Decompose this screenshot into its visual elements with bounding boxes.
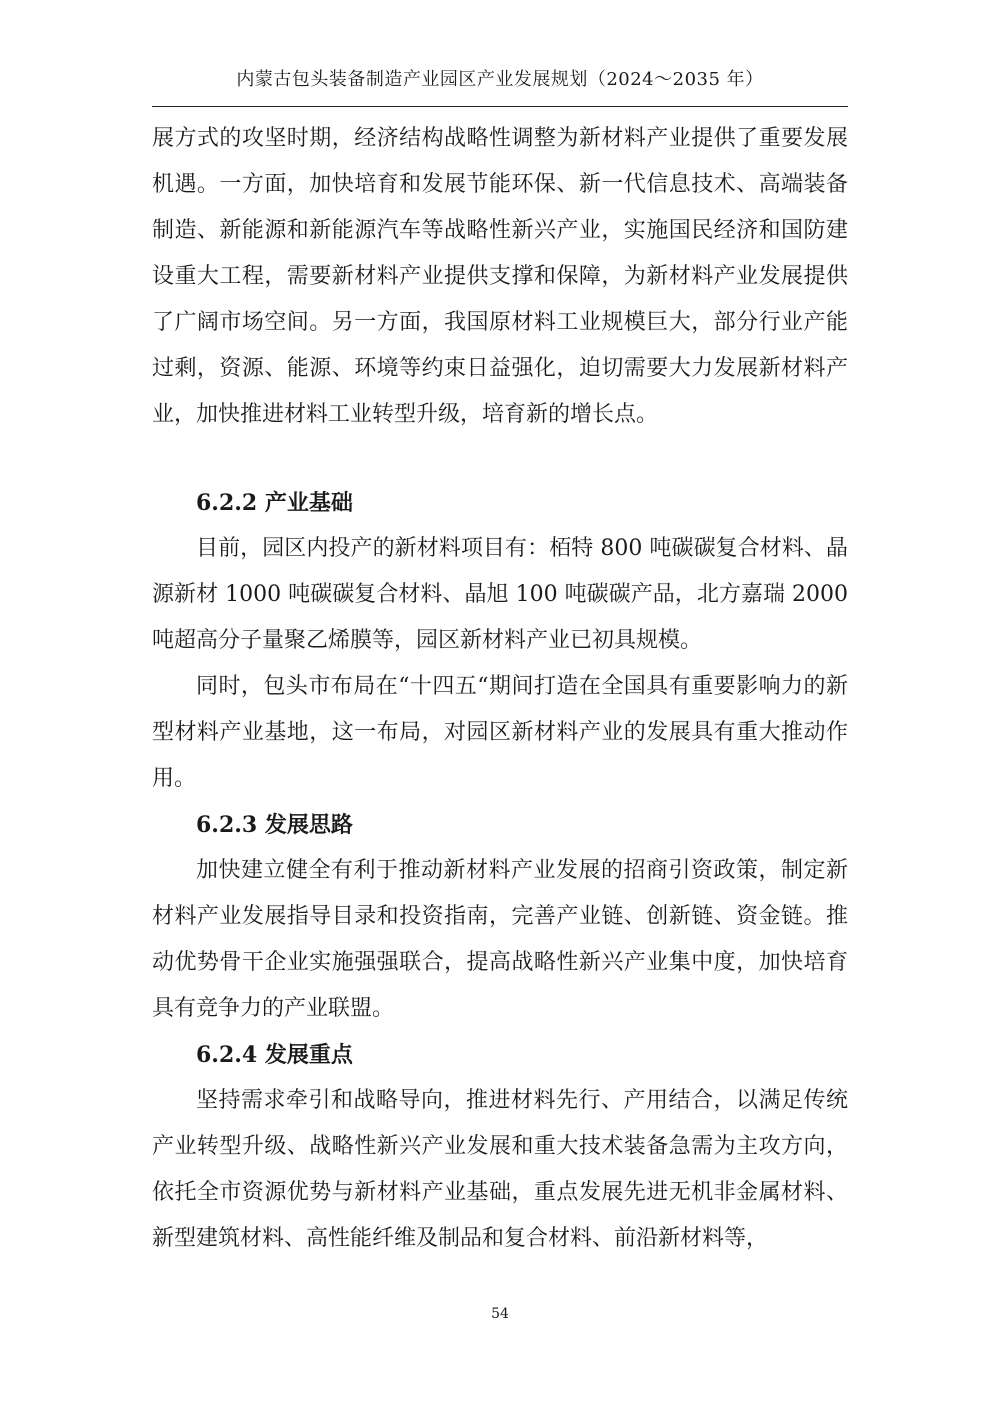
- document-body: [152, 116, 848, 1262]
- header-divider: [152, 106, 848, 107]
- industry-foundation-paragraph-2: 同时，包头市布局在“十四五“期间打造在全国具有重要影响力的新型材料产业基地，这一布局，对园区新材料产业的发展具有重大推动作用。: [152, 674, 848, 791]
- development-focus-paragraph: 坚持需求牵引和战略导向，推进材料先行、产用结合，以满足传统产业转型升级、战略性新兴产业发展和重大技术装备急需为主攻方向，依托全市资源优势与新材料产业基础，重点发展先进无机非金属材料、新型建筑材料、高性能纤维及制品和复合材料、前沿新材料等，: [152, 1088, 848, 1251]
- section-heading-industry-foundation: 6.2.2 产业基础: [196, 490, 353, 516]
- section-heading-development-focus: 6.2.4 发展重点: [196, 1042, 353, 1068]
- intro-paragraph: 展方式的攻坚时期，经济结构战略性调整为新材料产业提供了重要发展机遇。一方面，加快培育和发展节能环保、新一代信息技术、高端装备制造、新能源和新能源汽车等战略性新兴产业，实施国民经济和国防建设重大工程，需要新材料产业提供支撑和保障，为新材料产业发展提供了广阔市场空间。另一方面，我国原材料工业规模巨大，部分行业产能过剩，资源、能源、环境等约束日益强化，迫切需要大力发展新材料产业，加快推进材料工业转型升级，培育新的增长点。: [152, 126, 848, 427]
- development-approach-paragraph: 加快建立健全有利于推动新材料产业发展的招商引资政策，制定新材料产业发展指导目录和投资指南，完善产业链、创新链、资金链。推动优势骨干企业实施强强联合，提高战略性新兴产业集中度，加快培育具有竞争力的产业联盟。: [152, 858, 848, 1021]
- industry-foundation-paragraph-1: 目前，园区内投产的新材料项目有：栢特 800 吨碳碳复合材料、晶源新材 1000 吨碳碳复合材料、晶旭 100 吨碳碳产品，北方嘉瑞 2000 吨超高分子量聚乙烯膜等，园区新材料产业已初具规模。: [152, 536, 848, 653]
- page-header-title: 内蒙古包头装备制造产业园区产业发展规划（2024～2035 年）: [236, 69, 764, 90]
- section-heading-development-approach: 6.2.3 发展思路: [196, 812, 353, 838]
- page-number: 54: [491, 1306, 509, 1322]
